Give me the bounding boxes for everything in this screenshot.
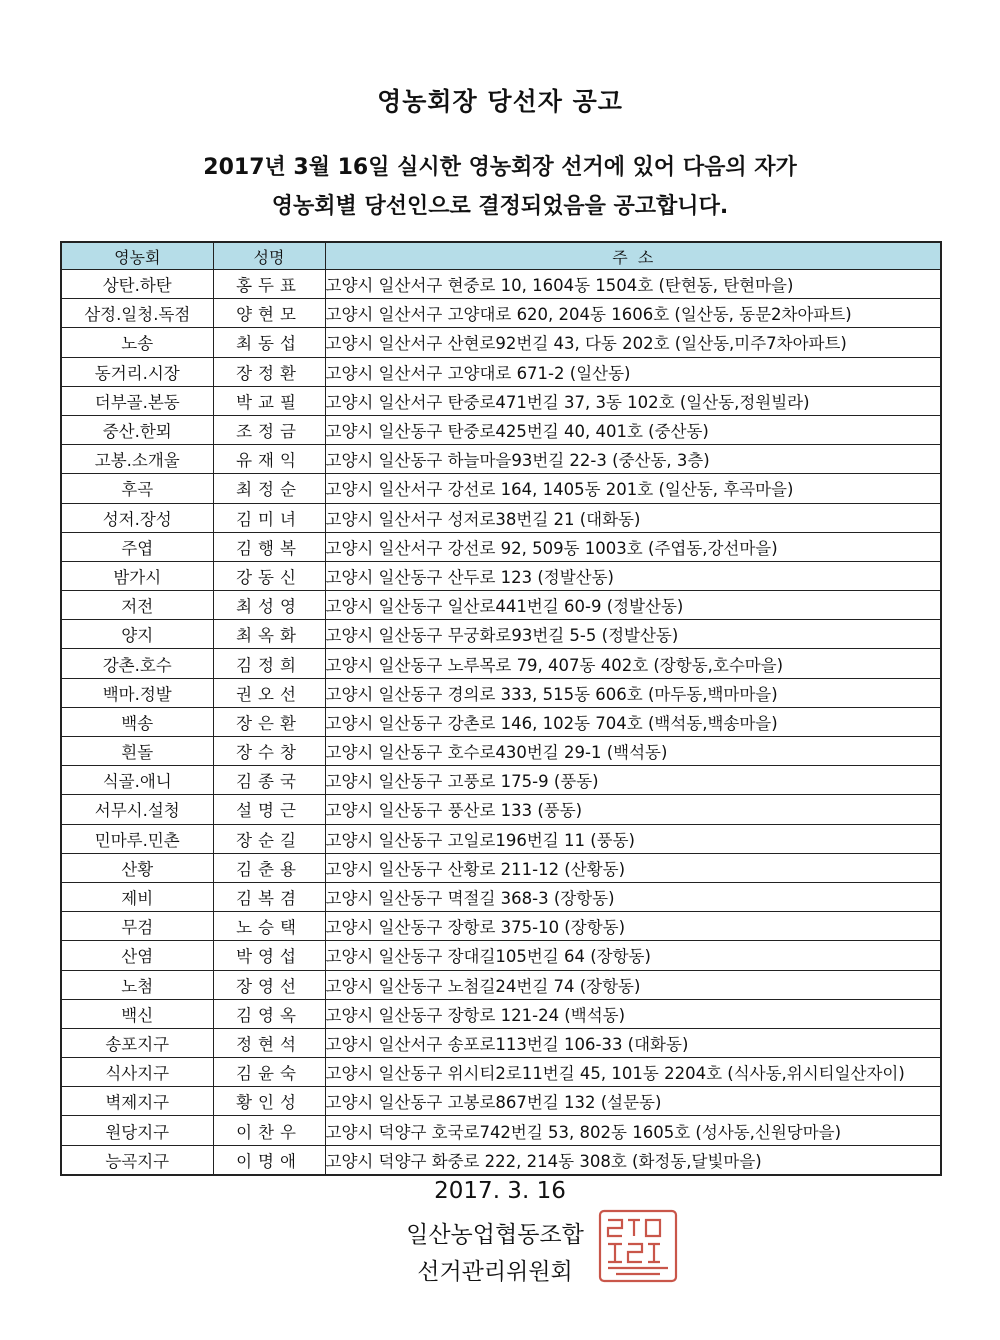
farm-association-cell: 동거리.시장 [61,357,213,386]
table-row [61,415,941,444]
farm-association-cell: 산염 [61,941,213,970]
address-cell: 고양시 일산동구 장대길105번길 64 (장항동) [325,941,941,970]
header-name: 성명 [213,242,325,270]
winner-name-cell: 최옥화 [213,620,325,649]
address-cell: 고양시 일산동구 위시티2로11번길 45, 101동 2204호 (식사동,위시티일산자이) [325,1058,941,1087]
farm-association-cell: 송포지구 [61,1028,213,1057]
table-row [61,912,941,941]
winner-name-cell: 장순길 [213,824,325,853]
winner-name-cell: 김복겸 [213,882,325,911]
farm-association-cell: 식골.애니 [61,766,213,795]
table-row [61,1087,941,1116]
farm-association-cell: 능곡지구 [61,1145,213,1175]
address-cell: 고양시 일산동구 탄중로425번길 40, 401호 (중산동) [325,415,941,444]
farm-association-cell: 고봉.소개울 [61,445,213,474]
address-cell: 고양시 일산동구 호수로430번길 29-1 (백석동) [325,737,941,766]
table-row [61,1145,941,1175]
winner-name-cell: 장은환 [213,707,325,736]
address-cell: 고양시 일산서구 산현로92번길 43, 다동 202호 (일산동,미주7차아파트) [325,328,941,357]
farm-association-cell: 강촌.호수 [61,649,213,678]
winner-name-cell: 김춘용 [213,853,325,882]
address-cell: 고양시 일산서구 고양대로 671-2 (일산동) [325,357,941,386]
address-cell: 고양시 일산서구 고양대로 620, 204동 1606호 (일산동, 동문2차아파트) [325,299,941,328]
table-row [61,678,941,707]
farm-association-cell: 제비 [61,882,213,911]
address-cell: 고양시 일산서구 송포로113번길 106-33 (대화동) [325,1028,941,1057]
winner-name-cell: 정현석 [213,1028,325,1057]
address-cell: 고양시 일산동구 강촌로 146, 102동 704호 (백석동,백송마을) [325,707,941,736]
address-cell: 고양시 일산동구 풍산로 133 (풍동) [325,795,941,824]
address-cell: 고양시 덕양구 호국로742번길 53, 802동 1605호 (성사동,신원당마을) [325,1116,941,1145]
farm-association-cell: 상탄.하탄 [61,270,213,299]
address-cell: 고양시 일산서구 탄중로471번길 37, 3동 102호 (일산동,정원빌라) [325,386,941,415]
table-row [61,1058,941,1087]
table-row [61,882,941,911]
table-row [61,503,941,532]
winner-name-cell: 박교필 [213,386,325,415]
table-row [61,707,941,736]
table-row [61,474,941,503]
address-cell: 고양시 일산동구 일산로441번길 60-9 (정발산동) [325,591,941,620]
address-cell: 고양시 덕양구 화중로 222, 214동 308호 (화정동,달빛마을) [325,1145,941,1175]
farm-association-cell: 후곡 [61,474,213,503]
farm-association-cell: 벽제지구 [61,1087,213,1116]
farm-association-cell: 양지 [61,620,213,649]
winner-name-cell: 장정환 [213,357,325,386]
winner-name-cell: 김미녀 [213,503,325,532]
farm-association-cell: 산황 [61,853,213,882]
winner-name-cell: 노승택 [213,912,325,941]
winner-name-cell: 김종국 [213,766,325,795]
address-cell: 고양시 일산서구 성저로38번길 21 (대화동) [325,503,941,532]
table-row [61,620,941,649]
winner-name-cell: 설명근 [213,795,325,824]
winner-name-cell: 최정순 [213,474,325,503]
table-row [61,532,941,561]
address-cell: 고양시 일산동구 산황로 211-12 (산황동) [325,853,941,882]
address-cell: 고양시 일산동구 고일로196번길 11 (풍동) [325,824,941,853]
table-row [61,766,941,795]
address-cell: 고양시 일산동구 멱절길 368-3 (장항동) [325,882,941,911]
winner-name-cell: 권오선 [213,678,325,707]
committee-name: 선거관리위원회 [417,1259,573,1285]
table-row [61,941,941,970]
address-cell: 고양시 일산동구 경의로 333, 515동 606호 (마두동,백마마을) [325,678,941,707]
table-row [61,824,941,853]
winner-name-cell: 홍두표 [213,270,325,299]
table-header-row [61,242,941,270]
farm-association-cell: 삼정.일청.독점 [61,299,213,328]
farm-association-cell: 주엽 [61,532,213,561]
winner-name-cell: 김영옥 [213,999,325,1028]
winner-name-cell: 박영섭 [213,941,325,970]
winners-table [60,241,942,1176]
page-title: 영농회장 당선자 공고 [377,87,623,116]
winner-name-cell: 양현모 [213,299,325,328]
table-row [61,591,941,620]
address-cell: 고양시 일산서구 강선로 164, 1405동 201호 (일산동, 후곡마을) [325,474,941,503]
table-row [61,445,941,474]
header-address: 주 소 [325,242,941,270]
farm-association-cell: 식사지구 [61,1058,213,1087]
address-cell: 고양시 일산동구 노첨길24번길 74 (장항동) [325,970,941,999]
winner-name-cell: 이찬우 [213,1116,325,1145]
table-row [61,649,941,678]
organization-name: 일산농업협동조합 [406,1222,584,1248]
winner-name-cell: 유재익 [213,445,325,474]
farm-association-cell: 무검 [61,912,213,941]
farm-association-cell: 원당지구 [61,1116,213,1145]
farm-association-cell: 저전 [61,591,213,620]
winner-name-cell: 김정희 [213,649,325,678]
winner-name-cell: 최동섭 [213,328,325,357]
table-row [61,999,941,1028]
address-cell: 고양시 일산동구 무궁화로93번길 5-5 (정발산동) [325,620,941,649]
table-row [61,795,941,824]
winner-name-cell: 조정금 [213,415,325,444]
table-row [61,1116,941,1145]
winner-name-cell: 강동신 [213,561,325,590]
winner-name-cell: 이명애 [213,1145,325,1175]
subtitle-line-2: 영농회별 당선인으로 결정되었음을 공고합니다. [271,194,729,219]
address-cell: 고양시 일산동구 노루목로 79, 407동 402호 (장항동,호수마을) [325,649,941,678]
winner-name-cell: 김행복 [213,532,325,561]
subtitle-line-1: 2017년 3월 16일 실시한 영농회장 선거에 있어 다음의 자가 [203,155,797,180]
table-row [61,386,941,415]
address-cell: 고양시 일산동구 장항로 375-10 (장항동) [325,912,941,941]
official-seal-stamp [596,1208,680,1284]
address-cell: 고양시 일산동구 장항로 121-24 (백석동) [325,999,941,1028]
announcement-date: 2017. 3. 16 [434,1178,566,1204]
farm-association-cell: 더부골.본동 [61,386,213,415]
farm-association-cell: 백신 [61,999,213,1028]
farm-association-cell: 흰돌 [61,737,213,766]
farm-association-cell: 서무시.설청 [61,795,213,824]
table-row [61,561,941,590]
table-row [61,737,941,766]
address-cell: 고양시 일산서구 강선로 92, 509동 1003호 (주엽동,강선마을) [325,532,941,561]
table-row [61,970,941,999]
farm-association-cell: 노송 [61,328,213,357]
farm-association-cell: 백송 [61,707,213,736]
winner-name-cell: 최성영 [213,591,325,620]
farm-association-cell: 백마.정발 [61,678,213,707]
header-farm-association: 영농회 [61,242,213,270]
winner-name-cell: 장수창 [213,737,325,766]
table-row [61,357,941,386]
farm-association-cell: 노첨 [61,970,213,999]
table-row [61,270,941,299]
address-cell: 고양시 일산동구 하늘마을93번길 22-3 (중산동, 3층) [325,445,941,474]
address-cell: 고양시 일산동구 고봉로867번길 132 (설문동) [325,1087,941,1116]
address-cell: 고양시 일산서구 현중로 10, 1604동 1504호 (탄현동, 탄현마을) [325,270,941,299]
farm-association-cell: 민마루.민촌 [61,824,213,853]
table-row [61,299,941,328]
table-row [61,853,941,882]
winner-name-cell: 김윤숙 [213,1058,325,1087]
address-cell: 고양시 일산동구 산두로 123 (정발산동) [325,561,941,590]
table-body [61,270,941,1175]
winner-name-cell: 장영선 [213,970,325,999]
farm-association-cell: 중산.한뫼 [61,415,213,444]
address-cell: 고양시 일산동구 고풍로 175-9 (풍동) [325,766,941,795]
farm-association-cell: 성저.장성 [61,503,213,532]
farm-association-cell: 밤가시 [61,561,213,590]
table-row [61,1028,941,1057]
winner-name-cell: 황인성 [213,1087,325,1116]
table-row [61,328,941,357]
